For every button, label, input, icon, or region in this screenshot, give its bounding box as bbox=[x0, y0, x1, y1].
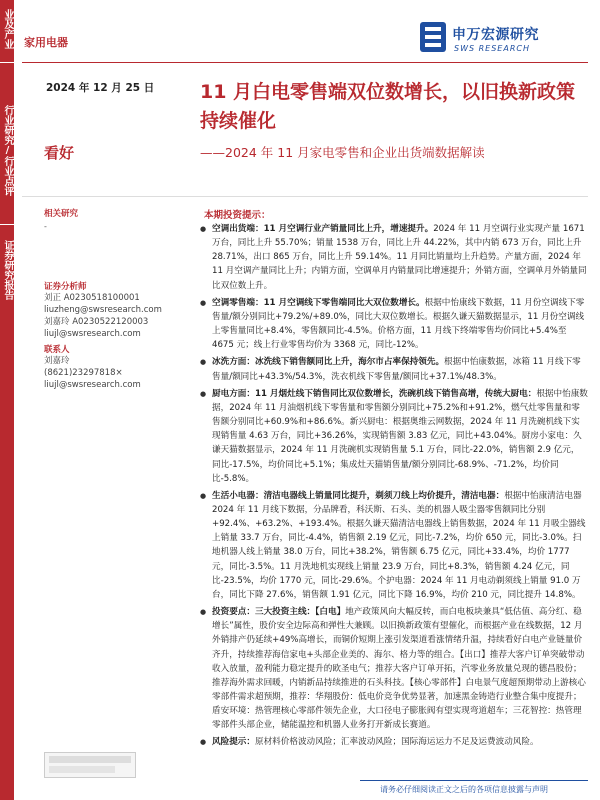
side-ribbon bbox=[0, 0, 14, 800]
analyst-line: 刘嘉玲 A0230522120003 bbox=[44, 317, 149, 327]
summary-item-head: 空调出货端：11 月空调行业产销量同比上升，增速提升。 bbox=[212, 224, 434, 234]
analysts-label: 证券分析师 bbox=[44, 282, 87, 292]
logo-icon bbox=[418, 20, 448, 54]
summary-item bbox=[198, 735, 588, 749]
summary-item-body: 地产政策风向大幅反转，而白电板块兼具“低估值、高分红、稳增长”属性，股价安全边际高和弹性大兼顾。以旧换新政策有望催化，而根据产业在线数据，12 月外销排产仍延续+49%高增长，而铜价短期上涨引发渠道看涨情绪升温，持续看好白电产业链量价齐升，持续推荐海信家电+头部企业美的、海尔、格力等的组合。【出口】推荐大客户订单突破带动收入放量，盈利能力稳定提升的欧圣电气；推荐大客户订单开拓，汽零业务放量兑现的德昌股份；推荐海外需求回暖，内销新品持续推进的石头科技。【核心零部件】白电景气度超预期带动上游核心零部件需求超预期，推荐：华翔股份：低电价竞争优势显著，加速黑金铸造行业整合集中度提升；盾安环境：热管理核心零部件领先企业，大口径电子膨胀阀有望实现弯道超车；三花智控：热管理零部件头部企业，储能温控和机器人业务打开新成长赛道。 bbox=[212, 607, 586, 731]
side-band-industry: 业及产业 bbox=[2, 9, 13, 49]
side-band-report: 证券研究报告 bbox=[2, 240, 13, 300]
summary-item-body: 根据中怡康数据，2024 年 11 月油烟机线下零售量和零售额分别同比+75.2%和+91.2%，燃气灶零售量和零售额分别同比+60.9%和+86.6%。新兴厨电：根据奥维云网数据，2024 年 11 月洗碗机线下实现销售量 4.63 万台，同比+36.26%，实现销售额 3.83 亿元，同比+43.04%。厨房小家电：久谦天猫数据显示，2024 年 11 月洗碗机实现销售量 5.1 万台，同比-22.0%，销售额 2.9 亿元，同比-17.5%，均价同比+5.1%；集成灶天猫销售量/额分别同比-68.9%、-71.2%，均价同比-5.8%。 bbox=[212, 388, 588, 484]
related-research-label: 相关研究 bbox=[44, 209, 79, 219]
summary-item bbox=[198, 222, 588, 293]
logo-text-cn: 申万宏源研究 bbox=[452, 27, 539, 43]
related-research-item: - bbox=[44, 222, 47, 231]
summary-item-head: 投资要点：三大投资主线：【白电】 bbox=[212, 607, 346, 618]
footer-rule bbox=[360, 780, 588, 781]
side-band-type: 行业研究/行业点评 bbox=[2, 104, 13, 196]
brand-logo bbox=[418, 20, 578, 64]
report-date: 2024 年 12 月 25 日 bbox=[46, 82, 155, 94]
watermark-stamp bbox=[44, 752, 136, 778]
summary-item bbox=[198, 296, 588, 353]
summary-item-body: 2024 年 11 月空调行业实现产量 1671 万台，同比上升 55.70%；销量 1538 万台，同比上升 44.22%，其中内销 673 万台，同比上升 28.71%，出口 865 万台，同比上升 59.14%。11 月同比销量均上升趋势。产量方面，2024 年 11 月空调产量同比上升；内销方面，空调单月内销量同比增速提升；外销方面，空调单月外销量同比双位数上升。 bbox=[212, 224, 587, 291]
summary-list bbox=[198, 222, 588, 753]
side-divider bbox=[0, 224, 14, 225]
rating-label: 看好 bbox=[44, 144, 75, 162]
summary-item-head: 风险提示： bbox=[212, 737, 255, 748]
summary-item-head: 厨电方面：11 月烟灶线下销售同比双位数增长，洗碗机线下销售高增，传统大厨电： bbox=[212, 388, 537, 399]
summary-item-body: 根据中怡康线下数据，11 月份空调线下零售量/额分别同比+79.2%/+89.0%，同比大双位数增长。根据久谦天猫数据显示，11 月份空调线上零售量同比+8.4%，零售额同比-4.5%。价格方面，11 月线下终端零售均价同比+5.4%至 4675 元；线上行业零售均价为 3368 元，同比-12%。 bbox=[212, 297, 585, 351]
summary-item bbox=[198, 605, 588, 732]
analyst-email[interactable]: liuzheng@swsresearch.com bbox=[44, 305, 162, 315]
section-rule bbox=[22, 196, 588, 197]
logo-text-en: SWS RESEARCH bbox=[454, 44, 530, 53]
summary-item-body: 根据中怡康清洁电器 2024 年 11 月线下数据，分品牌看，科沃斯、石头、美的机器人吸尘器零售额同比分别+92.4%、+63.2%、+193.4%。根据久谦天猫清洁电器线上销售数据，2024 年 11 月吸尘器线上销量 33.7 万台，同比-4.4%，销售额 2.19 亿元，同比-7.2%，均价 650 元，同比-3.0%。扫地机器人线上销量 38.0 万台，同比+38.2%，销售额 6.75 亿元，同比+33.4%，均价 1777 元，同比-3.5%。11 月洗地机实现线上销量 23.9 万台，同比+8.3%，销售额 4.24 亿元，同比-23.5%，均价 1770 元，同比-29.6%。个护电器：2024 年 11 月电动剃须线上销量 91.0 万台，同比下降 27.6%，销售额 1.91 亿元，同比下降 16.9%，均价 210 元，同比提升 14.8%。 bbox=[212, 490, 586, 600]
footer-disclaimer: 请务必仔细阅读正文之后的各项信息披露与声明 bbox=[380, 785, 548, 794]
summary-item-body: 根据中怡康数据，冰箱 11 月线下零售量/额同比+43.3%/54.3%，洗衣机线下零售量/额同比+37.1%/48.3%。 bbox=[212, 357, 581, 382]
summary-item bbox=[198, 355, 588, 383]
contact-email[interactable]: liujl@swsresearch.com bbox=[44, 380, 141, 390]
analyst-email[interactable]: liujl@swsresearch.com bbox=[44, 329, 141, 339]
report-subtitle: ——2024 年 11 月家电零售和企业出货端数据解读 bbox=[200, 145, 485, 160]
summary-item-head: 生活小电器：清洁电器线上销量同比提升，剃须刀线上均价提升，清洁电器： bbox=[212, 490, 505, 501]
summary-heading: 本期投资提示： bbox=[204, 210, 271, 221]
summary-item bbox=[198, 387, 588, 486]
summary-item-body: 原材料价格波动风险；汇率波动风险；国际海运运力不足及运费波动风险。 bbox=[254, 737, 539, 748]
contact-phone: (8621)23297818× bbox=[44, 368, 123, 378]
side-divider bbox=[0, 62, 14, 63]
summary-item-head: 冰洗方面：冰洗线下销售额同比上升，海尔市占率保持领先。 bbox=[212, 357, 445, 368]
contact-name: 刘嘉玲 bbox=[44, 356, 70, 366]
analyst-line: 刘正 A0230518100001 bbox=[44, 293, 140, 303]
summary-item-head: 空调零售端：11 月空调线下零售端同比大双位数增长。 bbox=[212, 297, 425, 308]
report-title: 11 月白电零售端双位数增长，以旧换新政策持续催化 bbox=[200, 81, 576, 132]
summary-item bbox=[198, 489, 588, 602]
industry-category: 家用电器 bbox=[24, 36, 68, 49]
contacts-label: 联系人 bbox=[44, 345, 70, 355]
